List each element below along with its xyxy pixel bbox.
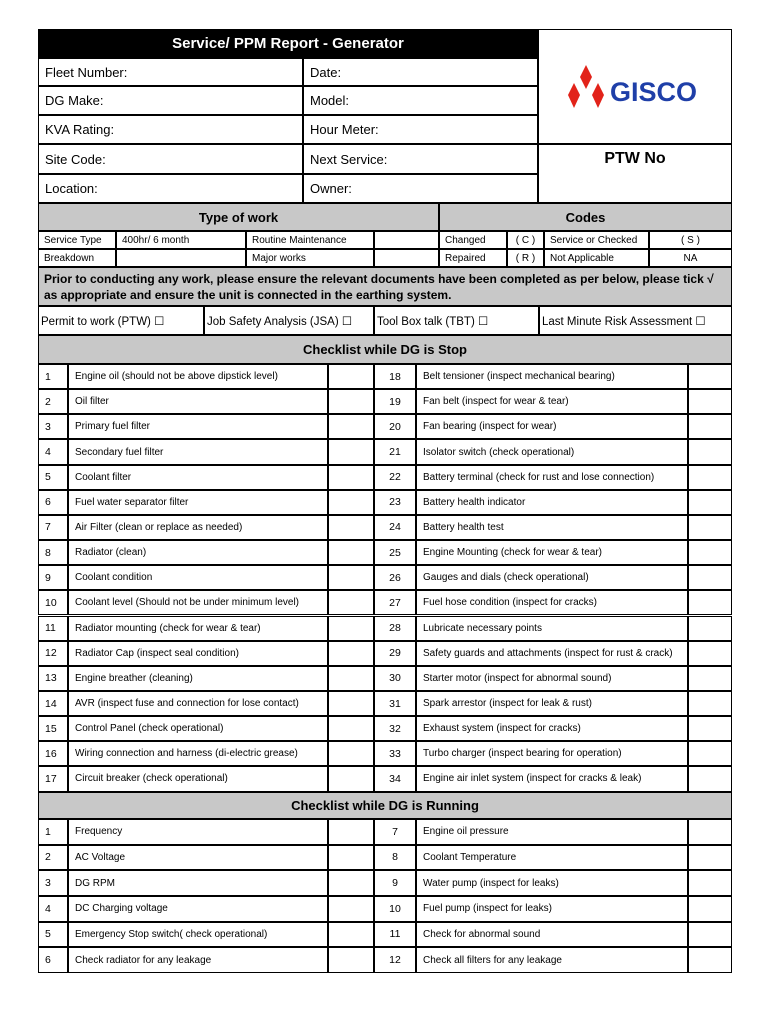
checklist-item: Oil filter xyxy=(68,389,328,414)
checklist-item: Coolant condition xyxy=(68,565,328,590)
checklist-code-field[interactable] xyxy=(328,845,374,871)
header-field-right-1[interactable]: Model: xyxy=(303,86,538,115)
checklist-heading: Checklist while DG is Stop xyxy=(38,335,732,364)
checklist-number: 1 xyxy=(38,819,68,845)
checklist-code-field[interactable] xyxy=(688,465,732,490)
checklist-number: 15 xyxy=(38,716,68,741)
codes-cell: NA xyxy=(649,249,732,267)
checklist-heading: Checklist while DG is Running xyxy=(38,792,732,819)
checklist-item: Engine oil pressure xyxy=(416,819,688,845)
checklist-code-field[interactable] xyxy=(688,364,732,389)
checklist-number: 6 xyxy=(38,947,68,973)
checklist-item: Check radiator for any leakage xyxy=(68,947,328,973)
checklist-item: Primary fuel filter xyxy=(68,414,328,439)
checklist-number: 7 xyxy=(38,515,68,540)
checklist-code-field[interactable] xyxy=(688,741,732,766)
type-of-work-cell[interactable]: 400hr/ 6 month xyxy=(116,231,246,249)
checklist-number: 21 xyxy=(374,439,416,464)
checklist-item: Fan bearing (inspect for wear) xyxy=(416,414,688,439)
checklist-number: 12 xyxy=(38,641,68,666)
checklist-item: Fan belt (inspect for wear & tear) xyxy=(416,389,688,414)
checklist-code-field[interactable] xyxy=(688,691,732,716)
checklist-number: 5 xyxy=(38,465,68,490)
gisco-logo-icon xyxy=(565,63,615,113)
checklist-item: DC Charging voltage xyxy=(68,896,328,922)
checklist-item: Engine air inlet system (inspect for cracks & leak) xyxy=(416,766,688,791)
header-field-left-4[interactable]: Location: xyxy=(38,174,303,203)
checklist-code-field[interactable] xyxy=(328,590,374,615)
checklist-code-field[interactable] xyxy=(328,716,374,741)
checklist-item: Fuel hose condition (inspect for cracks) xyxy=(416,590,688,615)
checklist-item: Spark arrestor (inspect for leak & rust) xyxy=(416,691,688,716)
header-field-left-3[interactable]: Site Code: xyxy=(38,144,303,174)
checklist-code-field[interactable] xyxy=(688,641,732,666)
checklist-item: Isolator switch (check operational) xyxy=(416,439,688,464)
checklist-number: 10 xyxy=(38,590,68,615)
checklist-item: Starter motor (inspect for abnormal sound) xyxy=(416,666,688,691)
checklist-item: Coolant level (Should not be under minimum level) xyxy=(68,590,328,615)
checklist-item: Radiator Cap (inspect seal condition) xyxy=(68,641,328,666)
type-of-work-cell[interactable]: Breakdown xyxy=(38,249,116,267)
checklist-number: 4 xyxy=(38,896,68,922)
checklist-item: Fuel pump (inspect for leaks) xyxy=(416,896,688,922)
ptw-number-field[interactable]: PTW No xyxy=(538,144,732,203)
checklist-number: 26 xyxy=(374,565,416,590)
type-of-work-cell[interactable]: Routine Maintenance xyxy=(246,231,374,249)
checklist-number: 22 xyxy=(374,465,416,490)
checklist-code-field[interactable] xyxy=(688,845,732,871)
checklist-item: Check all filters for any leakage xyxy=(416,947,688,973)
checklist-number: 12 xyxy=(374,947,416,973)
checklist-number: 29 xyxy=(374,641,416,666)
checklist-code-field[interactable] xyxy=(328,922,374,948)
checklist-item: Gauges and dials (check operational) xyxy=(416,565,688,590)
checklist-code-field[interactable] xyxy=(328,439,374,464)
checklist-code-field[interactable] xyxy=(688,766,732,791)
checklist-number: 2 xyxy=(38,389,68,414)
checklist-number: 31 xyxy=(374,691,416,716)
checklist-number: 30 xyxy=(374,666,416,691)
checklist-number: 32 xyxy=(374,716,416,741)
checklist-number: 34 xyxy=(374,766,416,791)
checklist-number: 11 xyxy=(374,922,416,948)
type-of-work-cell[interactable] xyxy=(374,231,439,249)
header-field-right-0[interactable]: Date: xyxy=(303,58,538,86)
codes-cell: Service or Checked xyxy=(544,231,649,249)
checklist-number: 3 xyxy=(38,414,68,439)
type-of-work-heading: Type of work xyxy=(38,203,439,231)
permit-checkbox-1[interactable]: Job Safety Analysis (JSA) ☐ xyxy=(204,306,374,335)
checklist-item: Battery health indicator xyxy=(416,490,688,515)
codes-cell: ( R ) xyxy=(507,249,544,267)
permit-checkbox-0[interactable]: Permit to work (PTW) ☐ xyxy=(38,306,204,335)
header-field-left-2[interactable]: KVA Rating: xyxy=(38,115,303,144)
header-field-left-1[interactable]: DG Make: xyxy=(38,86,303,115)
checklist-item: Control Panel (check operational) xyxy=(68,716,328,741)
checklist-item: Coolant Temperature xyxy=(416,845,688,871)
checklist-item: Safety guards and attachments (inspect for rust & crack) xyxy=(416,641,688,666)
checklist-item: DG RPM xyxy=(68,870,328,896)
checklist-number: 8 xyxy=(38,540,68,565)
checklist-code-field[interactable] xyxy=(328,364,374,389)
checklist-number: 1 xyxy=(38,364,68,389)
checklist-number: 2 xyxy=(38,845,68,871)
checklist-number: 13 xyxy=(38,666,68,691)
type-of-work-cell[interactable] xyxy=(374,249,439,267)
checklist-number: 17 xyxy=(38,766,68,791)
type-of-work-cell[interactable]: Major works xyxy=(246,249,374,267)
checklist-code-field[interactable] xyxy=(688,922,732,948)
checklist-code-field[interactable] xyxy=(328,565,374,590)
checklist-item: Circuit breaker (check operational) xyxy=(68,766,328,791)
checklist-code-field[interactable] xyxy=(688,389,732,414)
checklist-code-field[interactable] xyxy=(328,616,374,641)
checklist-item: Exhaust system (inspect for cracks) xyxy=(416,716,688,741)
checklist-code-field[interactable] xyxy=(688,565,732,590)
checklist-item: Turbo charger (inspect bearing for operation) xyxy=(416,741,688,766)
checklist-code-field[interactable] xyxy=(688,515,732,540)
checklist-item: Water pump (inspect for leaks) xyxy=(416,870,688,896)
checklist-item: AVR (inspect fuse and connection for lose contact) xyxy=(68,691,328,716)
checklist-code-field[interactable] xyxy=(328,490,374,515)
checklist-code-field[interactable] xyxy=(688,947,732,973)
checklist-code-field[interactable] xyxy=(328,540,374,565)
checklist-number: 33 xyxy=(374,741,416,766)
checklist-item: Secondary fuel filter xyxy=(68,439,328,464)
checklist-code-field[interactable] xyxy=(688,716,732,741)
checklist-code-field[interactable] xyxy=(328,741,374,766)
checklist-code-field[interactable] xyxy=(328,766,374,791)
checklist-code-field[interactable] xyxy=(688,666,732,691)
checklist-code-field[interactable] xyxy=(328,515,374,540)
header-field-left-0[interactable]: Fleet Number: xyxy=(38,58,303,86)
checklist-number: 18 xyxy=(374,364,416,389)
checklist-number: 14 xyxy=(38,691,68,716)
checklist-item: Engine oil (should not be above dipstick level) xyxy=(68,364,328,389)
notice-text: Prior to conducting any work, please ensure the relevant documents have been completed as per below, please tick √ as appropriate and ensure the unit is connected in the earthing system. xyxy=(38,267,732,306)
checklist-code-field[interactable] xyxy=(688,490,732,515)
checklist-code-field[interactable] xyxy=(688,540,732,565)
checklist-number: 28 xyxy=(374,616,416,641)
codes-cell: ( S ) xyxy=(649,231,732,249)
checklist-number: 27 xyxy=(374,590,416,615)
checklist-code-field[interactable] xyxy=(688,439,732,464)
checklist-number: 5 xyxy=(38,922,68,948)
checklist-item: Fuel water separator filter xyxy=(68,490,328,515)
checklist-item: Engine breather (cleaning) xyxy=(68,666,328,691)
checklist-item: Coolant filter xyxy=(68,465,328,490)
checklist-item: Frequency xyxy=(68,819,328,845)
form-title: Service/ PPM Report - Generator xyxy=(38,29,538,58)
checklist-item: Radiator (clean) xyxy=(68,540,328,565)
checklist-code-field[interactable] xyxy=(328,414,374,439)
header-field-right-4[interactable]: Owner: xyxy=(303,174,538,203)
checklist-number: 9 xyxy=(374,870,416,896)
checklist-code-field[interactable] xyxy=(688,819,732,845)
codes-cell: Changed xyxy=(439,231,507,249)
checklist-item: Belt tensioner (inspect mechanical bearing) xyxy=(416,364,688,389)
checklist-item: Wiring connection and harness (di-electric grease) xyxy=(68,741,328,766)
codes-cell: ( C ) xyxy=(507,231,544,249)
checklist-number: 25 xyxy=(374,540,416,565)
checklist-item: Battery health test xyxy=(416,515,688,540)
checklist-code-field[interactable] xyxy=(688,590,732,615)
checklist-item: Radiator mounting (check for wear & tear) xyxy=(68,616,328,641)
checklist-code-field[interactable] xyxy=(328,465,374,490)
checklist-code-field[interactable] xyxy=(688,616,732,641)
checklist-item: Lubricate necessary points xyxy=(416,616,688,641)
checklist-number: 3 xyxy=(38,870,68,896)
type-of-work-cell[interactable] xyxy=(116,249,246,267)
header-field-right-2[interactable]: Hour Meter: xyxy=(303,115,538,144)
codes-cell: Not Applicable xyxy=(544,249,649,267)
checklist-number: 9 xyxy=(38,565,68,590)
checklist-item: Emergency Stop switch( check operational) xyxy=(68,922,328,948)
checklist-code-field[interactable] xyxy=(328,641,374,666)
checklist-code-field[interactable] xyxy=(328,666,374,691)
checklist-code-field[interactable] xyxy=(328,691,374,716)
checklist-number: 23 xyxy=(374,490,416,515)
checklist-item: AC Voltage xyxy=(68,845,328,871)
checklist-code-field[interactable] xyxy=(328,819,374,845)
checklist-number: 8 xyxy=(374,845,416,871)
permit-checkbox-3[interactable]: Last Minute Risk Assessment ☐ xyxy=(539,306,732,335)
checklist-item: Check for abnormal sound xyxy=(416,922,688,948)
checklist-number: 16 xyxy=(38,741,68,766)
checklist-item: Battery terminal (check for rust and lose connection) xyxy=(416,465,688,490)
checklist-number: 4 xyxy=(38,439,68,464)
checklist-number: 24 xyxy=(374,515,416,540)
checklist-code-field[interactable] xyxy=(688,896,732,922)
logo-text: GISCO xyxy=(610,77,698,107)
checklist-code-field[interactable] xyxy=(328,389,374,414)
header-field-right-3[interactable]: Next Service: xyxy=(303,144,538,174)
checklist-code-field[interactable] xyxy=(328,870,374,896)
codes-cell: Repaired xyxy=(439,249,507,267)
checklist-number: 19 xyxy=(374,389,416,414)
checklist-code-field[interactable] xyxy=(328,947,374,973)
checklist-code-field[interactable] xyxy=(688,414,732,439)
checklist-code-field[interactable] xyxy=(328,896,374,922)
checklist-number: 10 xyxy=(374,896,416,922)
codes-heading: Codes xyxy=(439,203,732,231)
checklist-number: 11 xyxy=(38,616,68,641)
checklist-number: 6 xyxy=(38,490,68,515)
type-of-work-cell[interactable]: Service Type xyxy=(38,231,116,249)
permit-checkbox-2[interactable]: Tool Box talk (TBT) ☐ xyxy=(374,306,539,335)
checklist-number: 20 xyxy=(374,414,416,439)
checklist-code-field[interactable] xyxy=(688,870,732,896)
checklist-number: 7 xyxy=(374,819,416,845)
checklist-item: Air Filter (clean or replace as needed) xyxy=(68,515,328,540)
checklist-item: Engine Mounting (check for wear & tear) xyxy=(416,540,688,565)
